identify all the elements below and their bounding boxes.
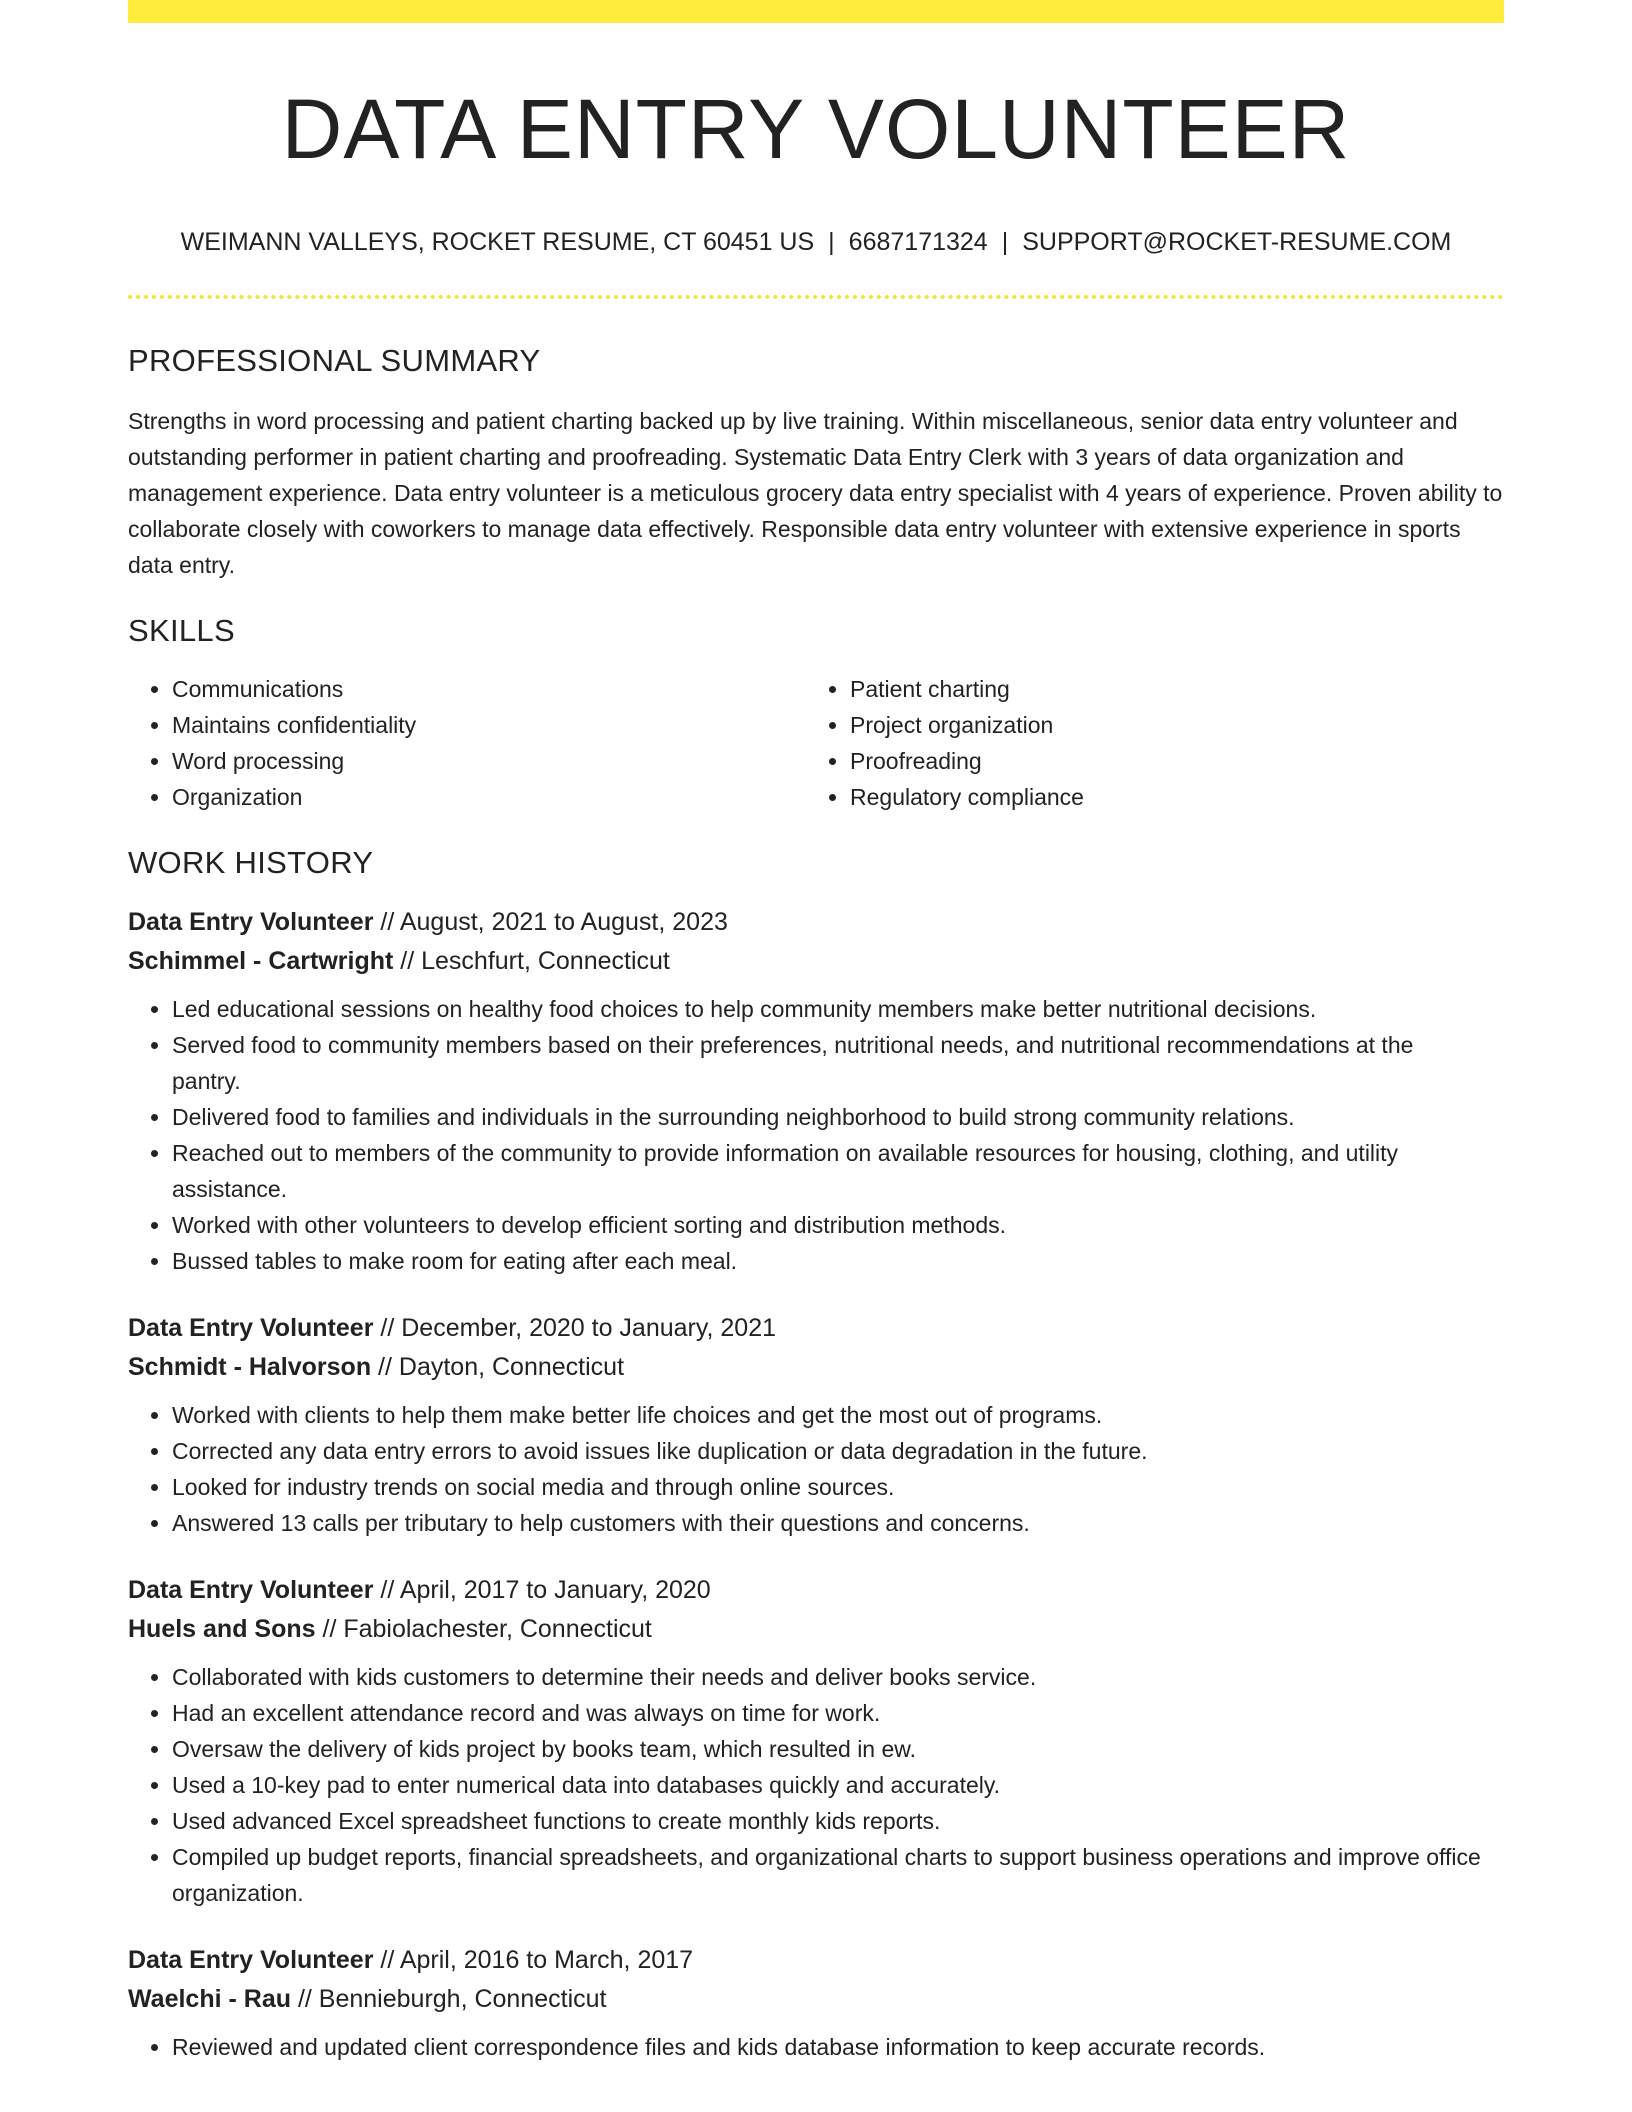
- resume-page: [128, 0, 1504, 2065]
- job-bullet: • Delivered food to families and individuals in the surrounding neighborhood to build strong community relations.: [172, 1099, 1504, 1135]
- job-entry: [128, 1309, 1504, 1541]
- job-dates: April, 2017 to January, 2020: [399, 1576, 711, 1605]
- header-divider: [128, 295, 1504, 299]
- job-company-line: [128, 1348, 1504, 1387]
- job-bullet: • Compiled up budget reports, financial spreadsheets, and organizational charts to support business operations and improve office organization.: [172, 1839, 1504, 1911]
- contact-separator: |: [828, 228, 835, 257]
- contact-line: [128, 227, 1504, 257]
- skill-item: • Patient charting: [850, 671, 1484, 707]
- resume-name: DATA ENTRY VOLUNTEER: [281, 82, 1351, 176]
- job-title-line: [128, 1941, 1504, 1980]
- skills-column-left: [128, 671, 806, 815]
- job-location: Leschfurt, Connecticut: [421, 947, 670, 976]
- job-bullets: [128, 1659, 1504, 1911]
- job-title-line: [128, 903, 1504, 942]
- job-entry: [128, 1941, 1504, 2065]
- job-bullet: • Worked with other volunteers to develop efficient sorting and distribution methods.: [172, 1207, 1504, 1243]
- job-title-line: [128, 1309, 1504, 1348]
- skill-item: • Word processing: [172, 743, 806, 779]
- job-company-line: [128, 1610, 1504, 1649]
- contact-phone: 6687171324: [848, 228, 988, 257]
- job-company-line: [128, 942, 1504, 981]
- job-location: Dayton, Connecticut: [398, 1353, 625, 1382]
- job-dates: August, 2021 to August, 2023: [399, 908, 728, 937]
- job-separator: //: [291, 1985, 319, 2014]
- job-location: Bennieburgh, Connecticut: [318, 1985, 607, 2014]
- job-bullet: • Reviewed and updated client correspondence files and kids database information to keep accurate records.: [172, 2029, 1504, 2065]
- job-title: Data Entry Volunteer: [128, 1576, 374, 1605]
- skill-item: • Regulatory compliance: [850, 779, 1484, 815]
- job-company: Schmidt - Halvorson: [128, 1353, 372, 1382]
- job-bullet: • Led educational sessions on healthy food choices to help community members make better nutritional decisions.: [172, 991, 1504, 1027]
- job-company: Waelchi - Rau: [128, 1985, 291, 2014]
- job-bullet: • Used advanced Excel spreadsheet functions to create monthly kids reports.: [172, 1803, 1504, 1839]
- job-separator: //: [373, 908, 400, 937]
- skill-item: • Communications: [172, 671, 806, 707]
- job-separator: //: [373, 1576, 400, 1605]
- skill-item: • Project organization: [850, 707, 1484, 743]
- job-title: Data Entry Volunteer: [128, 908, 374, 937]
- summary-text: Strengths in word processing and patient charting backed up by live training. Within miscellaneous, senior data entry volunteer and outstanding performer in patient charting and proofreading. Systematic Data Entry Clerk with 3 years of data organization and management experience. Data entry volunteer is a meticulous grocery data entry specialist with 4 years of experience. Proven ability to collaborate closely with coworkers to manage data effectively. Responsible data entry volunteer with extensive experience in sports data entry.: [128, 408, 1503, 579]
- job-bullet: • Looked for industry trends on social media and through online sources.: [172, 1469, 1504, 1505]
- job-bullet: • Reached out to members of the community to provide information on available resources for housing, clothing, and utility assistance.: [172, 1135, 1504, 1207]
- job-title: Data Entry Volunteer: [128, 1946, 374, 1975]
- job-bullet: • Oversaw the delivery of kids project by books team, which resulted in ew.: [172, 1731, 1504, 1767]
- job-dates: April, 2016 to March, 2017: [399, 1946, 694, 1975]
- job-separator: //: [315, 1615, 344, 1644]
- job-bullet: • Bussed tables to make room for eating after each meal.: [172, 1243, 1504, 1279]
- job-bullets: [128, 2029, 1504, 2065]
- contact-address: WEIMANN VALLEYS, ROCKET RESUME, CT 60451 US: [180, 228, 815, 257]
- job-company-line: [128, 1980, 1504, 2019]
- job-bullet: • Answered 13 calls per tributary to help customers with their questions and concerns.: [172, 1505, 1504, 1541]
- skill-item: • Proofreading: [850, 743, 1484, 779]
- work-history-heading: WORK HISTORY: [128, 845, 374, 881]
- job-bullet: • Had an excellent attendance record and was always on time for work.: [172, 1695, 1504, 1731]
- skill-item: • Maintains confidentiality: [172, 707, 806, 743]
- summary-heading: PROFESSIONAL SUMMARY: [128, 343, 541, 379]
- job-bullet: • Used a 10-key pad to enter numerical data into databases quickly and accurately.: [172, 1767, 1504, 1803]
- job-title-line: [128, 1571, 1504, 1610]
- job-bullet: • Worked with clients to help them make better life choices and get the most out of programs.: [172, 1397, 1504, 1433]
- job-dates: December, 2020 to January, 2021: [401, 1314, 777, 1343]
- job-location: Fabiolachester, Connecticut: [343, 1615, 652, 1644]
- job-entry: [128, 1571, 1504, 1911]
- job-separator: //: [373, 1946, 400, 1975]
- job-company: Schimmel - Cartwright: [128, 947, 394, 976]
- contact-separator: |: [1001, 228, 1009, 257]
- job-bullets: [128, 991, 1504, 1279]
- skills-column-right: [806, 671, 1484, 815]
- job-bullets: [128, 1397, 1504, 1541]
- skills-list: [128, 671, 1504, 815]
- job-bullet: • Collaborated with kids customers to determine their needs and deliver books service.: [172, 1659, 1504, 1695]
- job-separator: //: [371, 1353, 399, 1382]
- job-title: Data Entry Volunteer: [128, 1314, 374, 1343]
- job-bullet: • Served food to community members based on their preferences, nutritional needs, and nutritional recommendations at the pantry.: [172, 1027, 1504, 1099]
- job-company: Huels and Sons: [128, 1615, 316, 1644]
- job-separator: //: [373, 1314, 402, 1343]
- skill-item: • Organization: [172, 779, 806, 815]
- job-entry: [128, 903, 1504, 1279]
- job-separator: //: [393, 947, 422, 976]
- skills-heading: SKILLS: [128, 613, 235, 649]
- job-bullet: • Corrected any data entry errors to avoid issues like duplication or data degradation in the future.: [172, 1433, 1504, 1469]
- accent-bar: [128, 0, 1504, 23]
- contact-email[interactable]: SUPPORT@ROCKET-RESUME.COM: [1022, 228, 1452, 257]
